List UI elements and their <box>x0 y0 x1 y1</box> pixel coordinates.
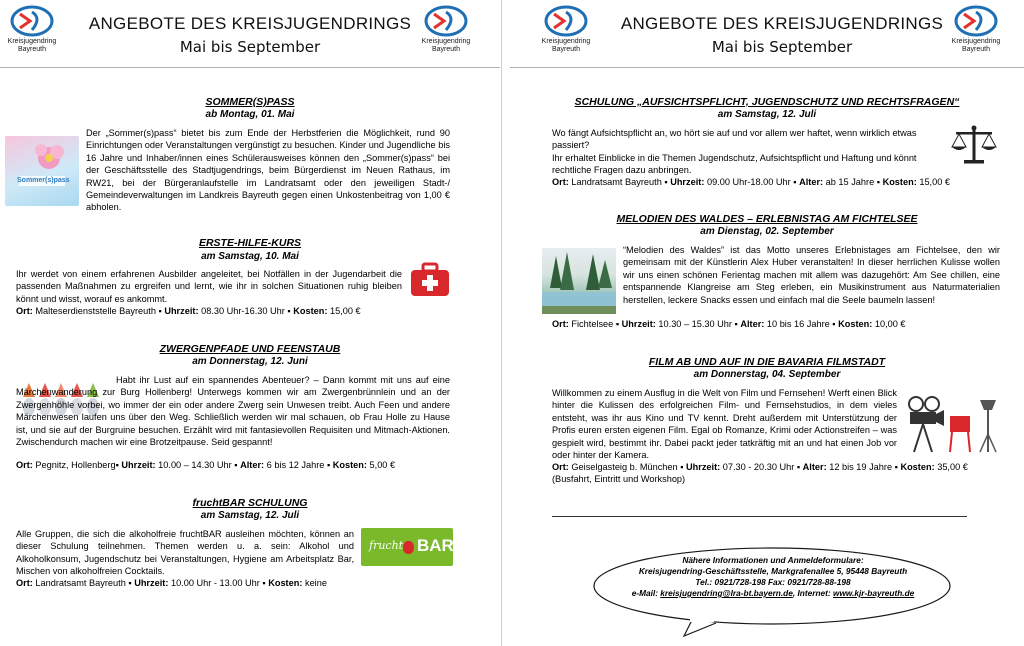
kosten-label: Kosten: <box>900 462 935 472</box>
page-divider <box>501 0 502 646</box>
kjr-logo-left <box>6 4 58 58</box>
right-page <box>510 0 1024 646</box>
kjr-logo-icon <box>424 4 468 38</box>
sommerpass-image-text: Sommer(s)pass <box>17 177 70 184</box>
kosten-value: 10,00 € <box>874 319 906 329</box>
kosten-label: Kosten: <box>838 319 873 329</box>
kosten-label: Kosten: <box>882 177 917 187</box>
kosten-label: Kosten: <box>293 306 328 316</box>
info-line-1: Nähere Informationen und Anmeldeformulare: <box>682 555 864 565</box>
logo-text-line2: Bayreuth <box>551 46 581 53</box>
kosten-value: 5,00 € <box>369 460 396 470</box>
section-date-aufsichtspflicht: am Samstag, 12. Juli <box>717 109 817 120</box>
kosten-label: Kosten: <box>332 460 367 470</box>
alter-value: 6 bis 12 Jahre <box>266 460 325 470</box>
uhrzeit-label: Uhrzeit: <box>164 306 199 316</box>
section-date-fruchtbar: am Samstag, 12. Juli <box>200 510 300 521</box>
alter-value: 10 bis 16 Jahre <box>766 319 830 329</box>
uhrzeit-value: 09.00 Uhr-18.00 Uhr <box>706 177 791 187</box>
ort-label: Ort: <box>552 177 569 187</box>
section-text-erste-hilfe: Ihr werdet von einem erfahrenen Ausbilder angeleitet, bei Notfällen in der Jugendarbeit die passenden Maßnahmen zu ergreifen und lernt, wie ihr in solchen Situationen ruhig bleiben könnt und wisst, worauf es ankommt. <box>16 269 402 304</box>
section-text-zwergenpfade: Habt ihr Lust auf ein spannendes Abenteuer? – Dann kommt mit uns auf eine Märchenwanderung zur Burg Hollenberg! Unterwegs kommen wir am Zwergenbrünnlein und an der Zwergenhöhle vorbei, wo immer der ein oder andere Zwerg sein Unwesen treibt. Auch Feen und andere Märchenwesen laufen uns über den Weg. Schließlich werden wir mal schauen, ob Frau Holle zu Hause ist, und sie auf der Burgruine besuchen. Erzählt wird mit fantasievollen Requisiten und Mitmach-Aktionen. Zwischendurch machen wir eine Brotzeitpause. Seid gespannt! <box>16 375 450 448</box>
section-note-filmstadt: (Busfahrt, Eintritt und Workshop) <box>552 474 686 484</box>
section-details-melodien: Ort: Fichtelsee ▪ Uhrzeit: 10.30 – 15.30 Uhr ▪ Alter: 10 bis 16 Jahre ▪ Kosten: 10,00 € <box>552 319 906 329</box>
separator-line <box>552 516 967 517</box>
email-label: e-Mail: <box>631 588 658 598</box>
section-text-fruchtbar: Alle Gruppen, die sich die alkoholfreie fruchtBAR ausleihen möchten, können an dieser Schulung teilnehmen. Themen werden u. a. sein: Alkohol und Alkoholkonsum, Jugendschutz bei Veranstaltungen, Hygiene am Arbeitsplatz Bar, Mischen von alkoholfreien Cocktails. <box>16 529 354 577</box>
section-date-sommerpass: ab Montag, 01. Mai <box>205 109 295 120</box>
section-title-zwergenpfade: ZWERGENPFADE UND FEENSTAUB <box>159 343 341 355</box>
page-header-left <box>0 0 500 68</box>
logo-text-line1: Kreisjugendring <box>7 38 57 45</box>
logo-text-line1: Kreisjugendring <box>421 38 471 45</box>
section-title-erste-hilfe: ERSTE-HILFE-KURS <box>198 237 302 249</box>
logo-text-line1: Kreisjugendring <box>541 38 591 45</box>
section-date-zwergenpfade: am Donnerstag, 12. Juni <box>192 356 308 367</box>
section-details-filmstadt: Ort: Geiselgasteig b. München ▪ Uhrzeit: 07.30 - 20.30 Uhr ▪ Alter: 12 bis 19 Jahre ▪ Kosten: 35,00 € <box>552 462 968 472</box>
alter-label: Alter: <box>802 462 827 472</box>
section-details-aufsichtspflicht: Ort: Landratsamt Bayreuth ▪ Uhrzeit: 09.00 Uhr-18.00 Uhr ▪ Alter: ab 15 Jahre ▪ Kosten: 15,00 € <box>552 177 950 187</box>
left-page <box>0 0 500 646</box>
flower-icon <box>5 136 79 206</box>
sommerpass-image <box>5 136 79 206</box>
page-title: ANGEBOTE DES KREISJUGENDRINGS <box>88 14 412 33</box>
info-text-block <box>600 555 946 599</box>
section-title-fruchtbar: fruchtBAR SCHULUNG <box>192 497 308 509</box>
kjr-logo-left-2 <box>420 4 472 58</box>
logo-text-line1: Kreisjugendring <box>951 38 1001 45</box>
section-title-sommerpass: SOMMER(S)PASS <box>205 96 295 108</box>
info-line-2: Kreisjugendring-Geschäftsstelle, Markgrafenallee 5, 95448 Bayreuth <box>638 566 908 576</box>
info-line-3: Tel.: 0921/728-198 Fax: 0921/728-88-198 <box>695 577 851 587</box>
scales-of-justice-icon <box>950 125 998 165</box>
section-title-aufsichtspflicht: SCHULUNG „AUFSICHTSPFLICHT, JUGENDSCHUTZ UND RECHTSFRAGEN“ <box>574 96 960 108</box>
pine-tree-icon <box>542 248 616 314</box>
ort-value: Geiselgasteig b. München <box>571 462 678 472</box>
strawberry-icon <box>403 541 414 554</box>
page-header-right <box>510 0 1024 68</box>
fruchtbar-logo-script: frucht <box>369 539 404 552</box>
uhrzeit-value: 10.00 Uhr - 13.00 Uhr <box>170 578 260 588</box>
ort-label: Ort: <box>16 306 33 316</box>
alter-label: Alter: <box>799 177 824 187</box>
ort-label: Ort: <box>552 462 569 472</box>
section-text-aufsichtspflicht-2: Ihr erhaltet Einblicke in die Themen Jugendschutz, Aufsichtspflicht und Haftung und könnt rechtliche Fragen dazu anbringen. <box>552 153 917 176</box>
ort-label: Ort: <box>16 460 33 470</box>
section-date-filmstadt: am Donnerstag, 04. September <box>693 369 841 380</box>
page-subtitle: Mai bis September <box>179 38 321 56</box>
section-text-filmstadt: Willkommen zu einem Ausflug in die Welt von Film und Fernsehen! Werft einen Blick hinter die Kulissen des erfolgreichen Film- und Fernsehstudios, in dem vieles entsteht, was ihr aus Kino und TV kennt. Dreht außerdem mit Unterstützung der Profis euren ersten eigenen Film. Egal ob Romanze, Krimi oder Actionstreifen – was gespielt wird, bestimmt ihr. Dabei packt jeder tatkräftig mit an und hat einen Job vor oder hinter der Kamera. <box>552 388 897 461</box>
kosten-label: Kosten: <box>268 578 303 588</box>
uhrzeit-label: Uhrzeit: <box>121 460 156 470</box>
ort-value: Malteserdienststelle Bayreuth <box>35 306 156 316</box>
first-aid-kit-icon <box>410 262 450 298</box>
section-date-erste-hilfe: am Samstag, 10. Mai <box>201 251 299 262</box>
kjr-logo-icon <box>544 4 588 38</box>
ort-value: Landratsamt Bayreuth <box>35 578 126 588</box>
uhrzeit-value: 08.30 Uhr-16.30 Uhr <box>201 306 285 316</box>
alter-value: 12 bis 19 Jahre <box>829 462 893 472</box>
page-subtitle: Mai bis September <box>711 38 853 56</box>
uhrzeit-value: 07.30 - 20.30 Uhr <box>722 462 795 472</box>
uhrzeit-value: 10.00 – 14.30 Uhr <box>158 460 232 470</box>
kosten-value: 15,00 € <box>329 306 361 316</box>
film-camera-icon <box>904 394 1000 454</box>
ort-value: Landratsamt Bayreuth <box>571 177 662 187</box>
email-link[interactable]: kreisjugendring@lra-bt.bayern.de <box>660 588 793 598</box>
kjr-logo-right-2 <box>950 4 1002 58</box>
logo-text-line2: Bayreuth <box>431 46 461 53</box>
kjr-logo-icon <box>10 4 54 38</box>
section-details-fruchtbar: Ort: Landratsamt Bayreuth ▪ Uhrzeit: 10.00 Uhr - 13.00 Uhr ▪ Kosten: keine <box>16 578 327 588</box>
fruchtbar-logo <box>361 528 453 566</box>
section-details-zwergenpfade: Ort: Pegnitz, Hollenberg▪ Uhrzeit: 10.00 – 14.30 Uhr ▪ Alter: 6 bis 12 Jahre ▪ Kosten: 5,00 € <box>16 460 396 470</box>
alter-value: ab 15 Jahre <box>825 177 875 187</box>
alter-label: Alter: <box>740 319 765 329</box>
kosten-value: keine <box>304 578 327 588</box>
ort-value: Fichtelsee <box>571 319 614 329</box>
page-title: ANGEBOTE DES KREISJUGENDRINGS <box>620 14 944 33</box>
uhrzeit-label: Uhrzeit: <box>621 319 656 329</box>
section-text-aufsichtspflicht-1: Wo fängt Aufsichtspflicht an, wo hört sie auf und vor allem wer haftet, wenn wirklich etwas passiert? <box>552 128 917 151</box>
section-details-erste-hilfe: Ort: Malteserdienststelle Bayreuth ▪ Uhrzeit: 08.30 Uhr-16.30 Uhr ▪ Kosten: 15,00 € <box>16 306 361 316</box>
kjr-logo-icon <box>954 4 998 38</box>
section-title-filmstadt: FILM AB UND AUF IN DIE BAVARIA FILMSTADT <box>648 356 886 368</box>
ort-value: Pegnitz, Hollenberg <box>35 460 116 470</box>
kosten-value: 35,00 € <box>937 462 968 472</box>
section-text-sommerpass: Der „Sommer(s)pass“ bietet bis zum Ende der Herbstferien die Möglichkeit, rund 90 Einrichtungen oder Veranstaltungen vergünstigt zu besuchen. Kinder und Jugendliche bis 16 Jahre und Inhaber/innen eines Schülerausweises können den „Sommer(s)pass“ bei der Geschäftsstelle des Stadtjugendrings, beim Bürgerdienst im Neuen Rathaus, im RW21, bei der Bürgeranlaufstelle im Landratsamt oder den jeweiligen Stadt-/ Gemeindeverwaltungen im Landkreis Bayreuth gegen einen Unkostenbeitrag von 1,00 € abholen. <box>86 128 450 213</box>
alter-label: Alter: <box>240 460 265 470</box>
section-date-melodien: am Dienstag, 02. September <box>700 226 834 237</box>
forest-lake-image <box>542 248 616 314</box>
fruchtbar-logo-bold: BAR <box>417 536 454 555</box>
ort-label: Ort: <box>16 578 33 588</box>
uhrzeit-label: Uhrzeit: <box>670 177 705 187</box>
ort-label: Ort: <box>552 319 569 329</box>
section-text-melodien: “Melodien des Waldes” ist das Motto unseres Erlebnistages am Fichtelsee, den wir gemeinsam mit der Künstlerin Alex Huber veranstalten! In dieser herrlichen Kulisse wollen wir uns einen schönen Ferientag machen mit allem was dazugehört: Am See chillen, eine entspannende Klangreise am Steg erleben, ein Musikinstrument aus Naturmaterialien herstellen, leckere Snacks essen und einfach mal die Seele baumeln lassen! <box>623 245 1000 305</box>
internet-link[interactable]: www.kjr-bayreuth.de <box>833 588 915 598</box>
uhrzeit-label: Uhrzeit: <box>134 578 169 588</box>
section-title-melodien: MELODIEN DES WALDES – ERLEBNISTAG AM FICHTELSEE <box>616 213 918 225</box>
uhrzeit-value: 10.30 – 15.30 Uhr <box>658 319 732 329</box>
kjr-logo-right <box>540 4 592 58</box>
uhrzeit-label: Uhrzeit: <box>686 462 721 472</box>
info-line-4: e-Mail: kreisjugendring@lra-bt.bayern.de, Internet: www.kjr-bayreuth.de <box>631 588 915 598</box>
internet-label: Internet: <box>797 588 831 598</box>
logo-text-line2: Bayreuth <box>17 46 47 53</box>
kosten-value: 15,00 € <box>919 177 950 187</box>
film-equipment-image <box>904 394 1000 454</box>
logo-text-line2: Bayreuth <box>961 46 991 53</box>
